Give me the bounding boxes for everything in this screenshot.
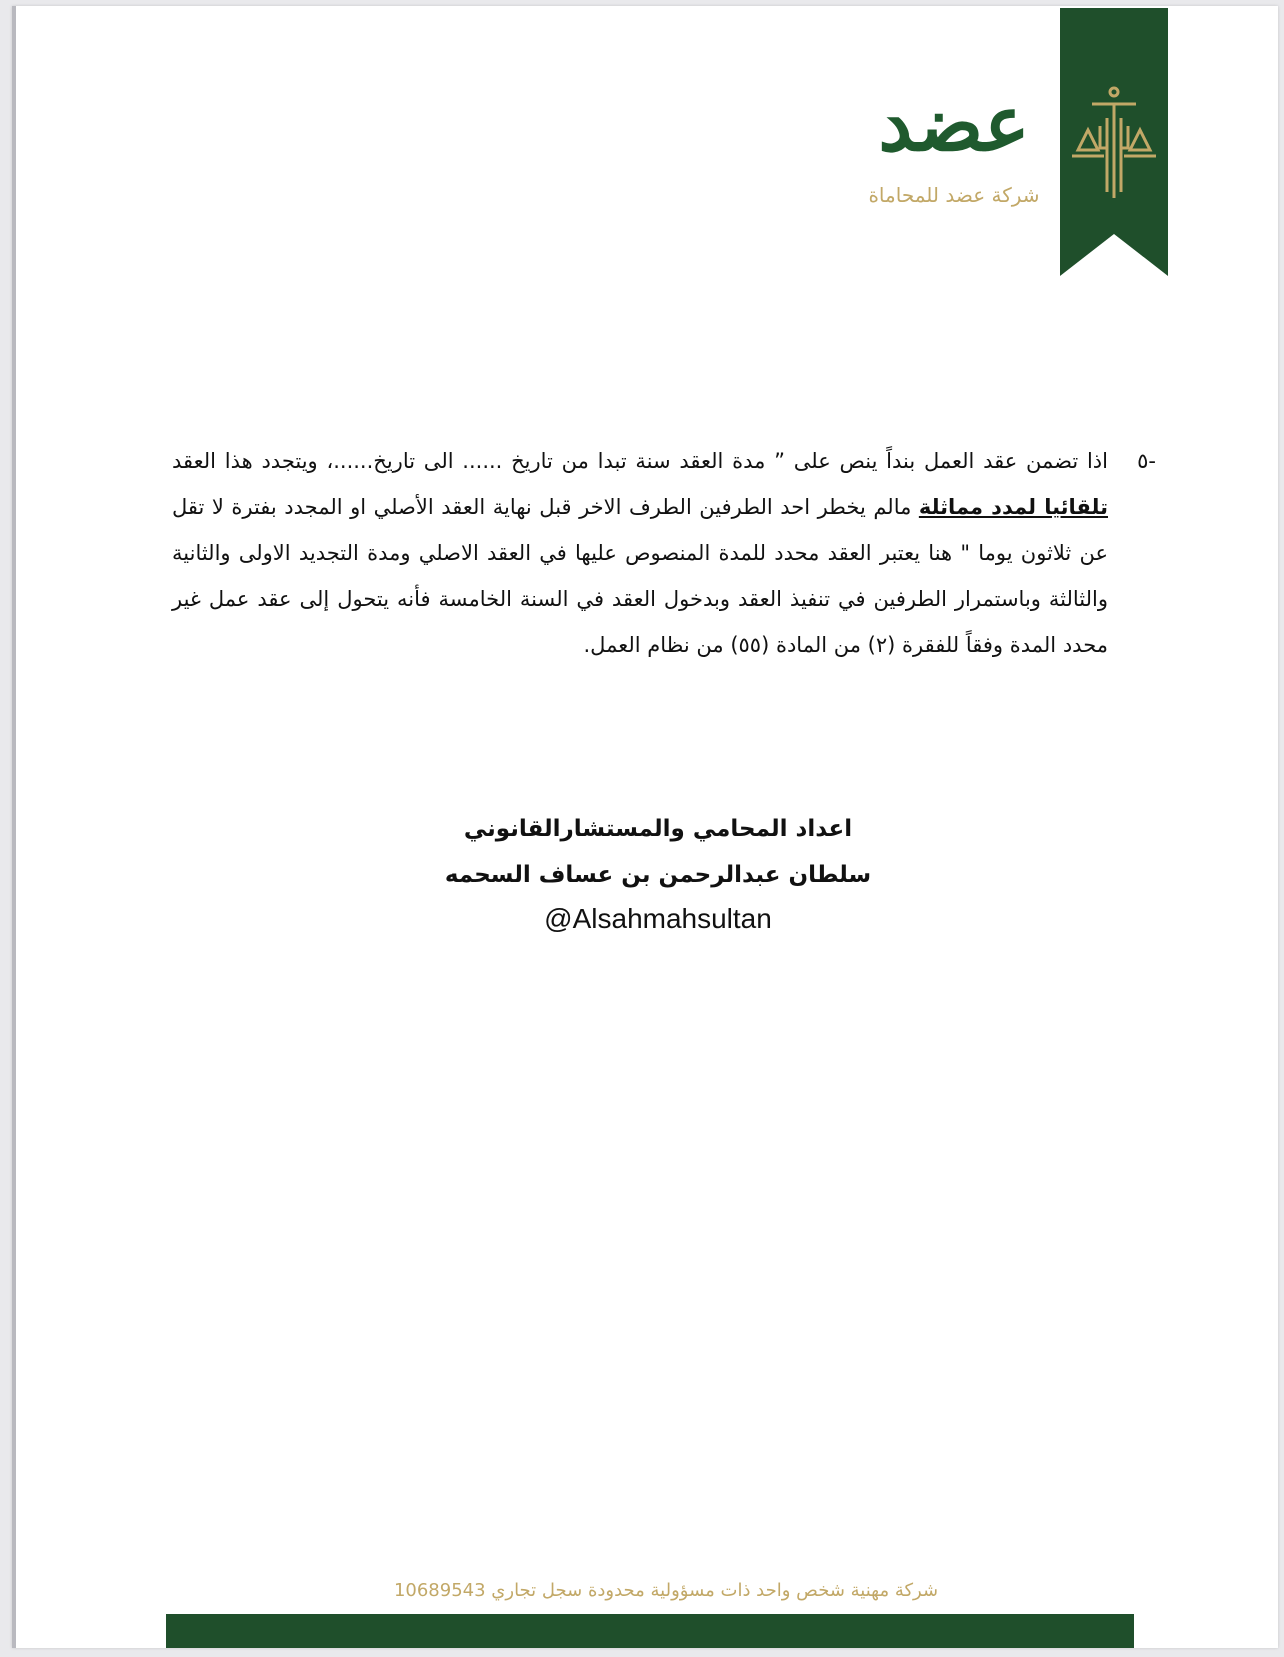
footer-bar bbox=[166, 1614, 1134, 1648]
signature-title: اعداد المحامي والمستشارالقانوني bbox=[463, 816, 853, 842]
document-page bbox=[12, 6, 1278, 1648]
signature-block bbox=[316, 806, 1000, 940]
clause-text-end: مالم يخطر احد الطرفين الطرف الاخر قبل نهاية العقد الأصلي او المجدد بفترة لا تقل عن ثلاثون يوما " هنا يعتبر العقد محدد للمدة المنصوص عليها في العقد الاصلي ومدة التجديد الاولى والثانية والثالثة وباستمرار الطرفين في تنفيذ العقد وبدخول العقد في السنة الخامسة فأنه يتحول إلى عقد عمل غير محدد المدة وفقاً للفقرة (٢) من المادة (٥٥) من نظام العمل. bbox=[172, 495, 1108, 657]
logo-wordmark: عضد bbox=[878, 79, 1030, 168]
footer-text: شركة مهنية شخص واحد ذات مسؤولية محدودة سجل تجاري 10689543 bbox=[393, 1580, 939, 1601]
clause-text-start: اذا تضمن عقد العمل بنداً ينص على ” مدة العقد سنة تبدا من تاريخ ...... الى تاريخ......، ويتجدد هذا العقد bbox=[172, 449, 1108, 473]
clause-emphasis: تلقائيا لمدد مماثلة bbox=[918, 495, 1108, 519]
signature-handle: @Alsahmahsultan bbox=[544, 903, 772, 934]
logo-subtitle: شركة عضد للمحاماة bbox=[868, 183, 1040, 207]
clause-number: -٥ bbox=[1137, 449, 1156, 473]
clause-paragraph bbox=[172, 438, 1156, 668]
brand-ribbon bbox=[1060, 8, 1168, 276]
clause-text bbox=[172, 438, 1108, 668]
signature-name: سلطان عبدالرحمن بن عساف السحمه bbox=[444, 862, 872, 888]
scales-of-justice-icon bbox=[1060, 8, 1168, 276]
